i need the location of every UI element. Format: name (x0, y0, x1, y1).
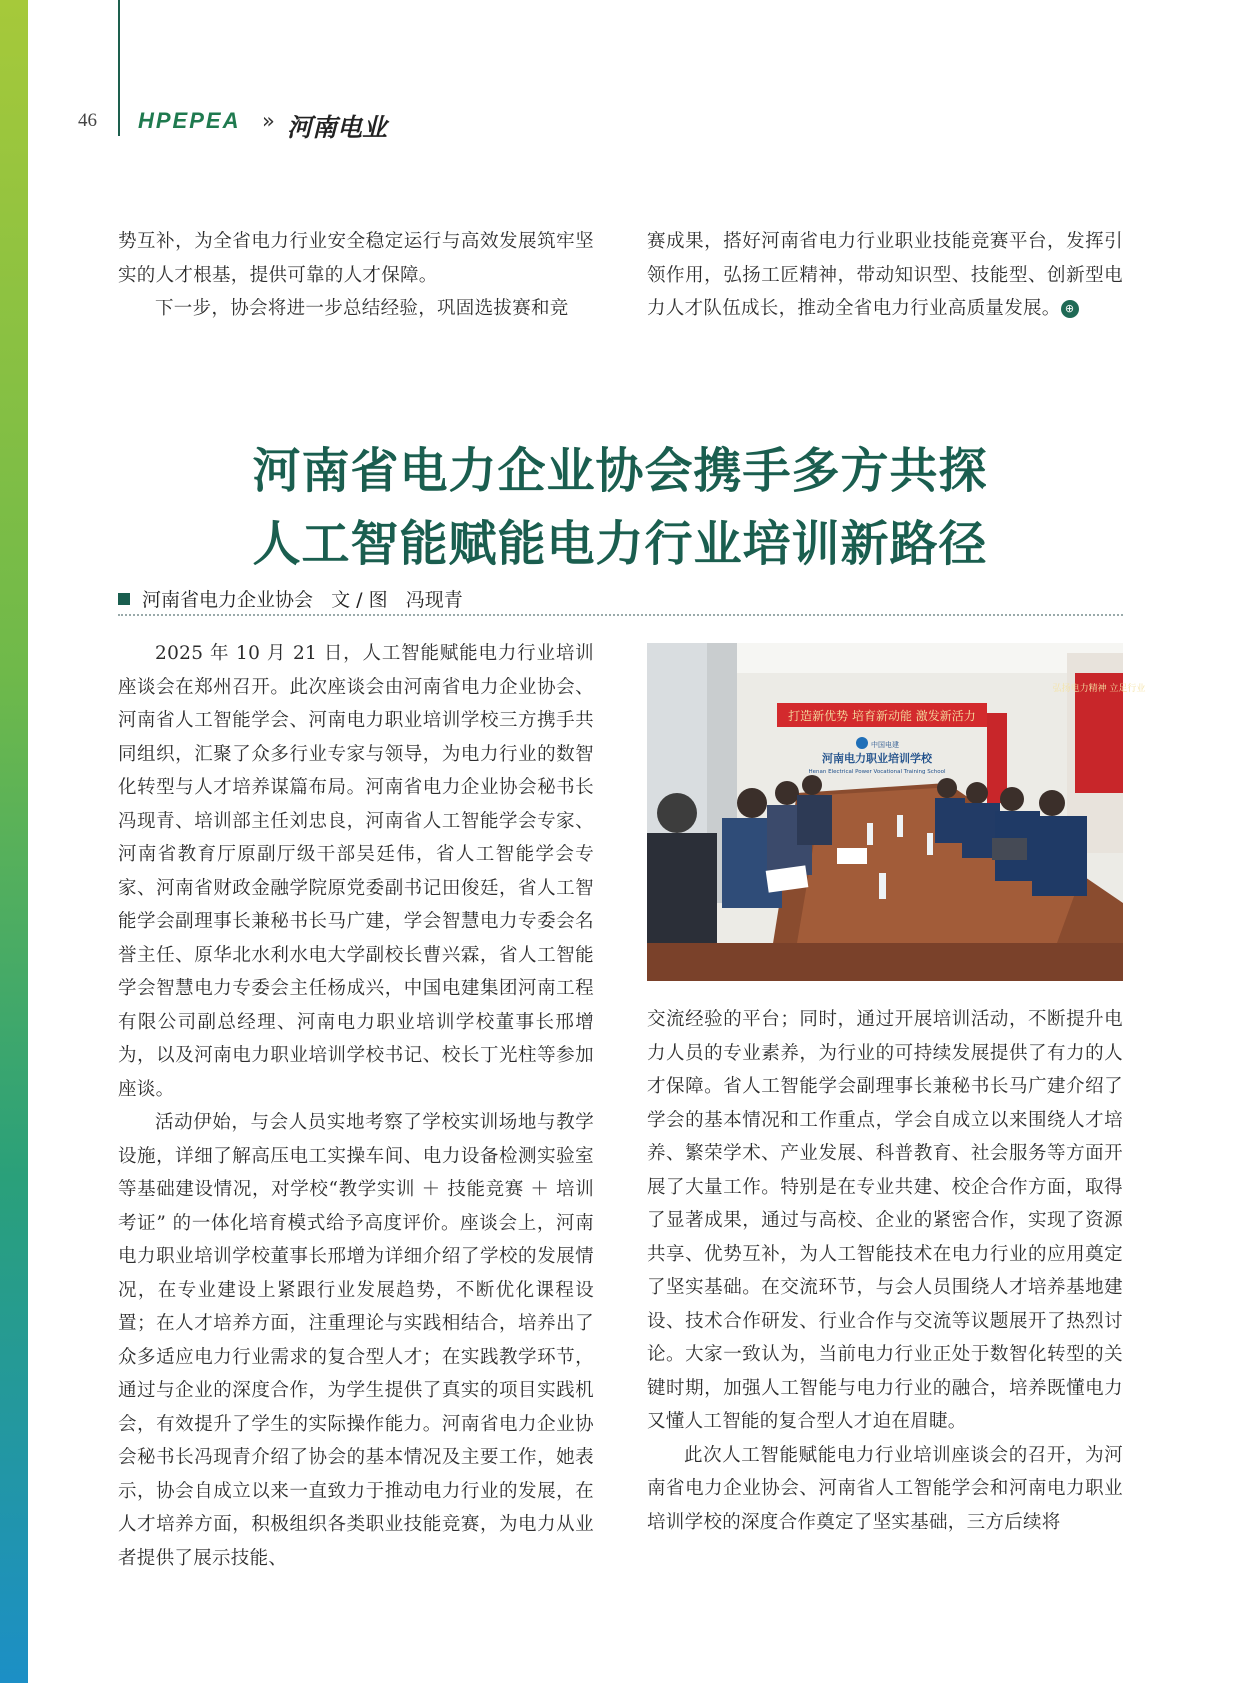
end-mark-icon: ⊕ (1061, 300, 1079, 318)
previous-article-right-column (647, 225, 1123, 326)
paragraph-text: 赛成果，搭好河南省电力行业职业技能竞赛平台，发挥引领作用，弘扬工匠精神，带动知识型、技能型、创新型电力人才队伍成长，推动全省电力行业高质量发展。 (647, 231, 1123, 319)
paragraph: 势互补，为全省电力行业安全稳定运行与高效发展筑牢坚实的人才根基，提供可靠的人才保障。 (118, 231, 594, 286)
byline-text: 河南省电力企业协会 文 / 图 冯现青 (142, 589, 463, 611)
article-title-line-1: 河南省电力企业协会携手多方共探 (252, 443, 988, 499)
header-rule (118, 0, 120, 136)
school-name-cn: 河南电力职业培训学校 (822, 752, 932, 765)
paragraph: 交流经验的平台；同时，通过开展培训活动，不断提升电力人员的专业素养，为行业的可持续发展提供了有力的人才保障。省人工智能学会副理事长兼秘书长马广建介绍了学会的基本情况和工作重点，学会自成立以来围绕人才培养、繁荣学术、产业发展、科普教育、社会服务等方面开展了大量工作。特别是在专业共建、校企合作方面，取得了显著成果，通过与高校、企业的紧密合作，实现了资源共享、优势互补，为人工智能技术在电力行业的应用奠定了坚实基础。在交流环节，与会人员围绕人才培养基地建设、技术合作研发、行业合作与交流等议题展开了热烈讨论。大家一致认为，当前电力行业正处于数智化转型的关键时期，加强人工智能与电力行业的融合，培养既懂电力又懂人工智能的复合型人才迫在眉睫。 (647, 1009, 1123, 1432)
paragraph: 2025 年 10 月 21 日，人工智能赋能电力行业培训座谈会在郑州召开。此次座谈会由河南省电力企业协会、河南省人工智能学会、河南电力职业培训学校三方携手共同组织，汇聚了众多行业专家与领导，为电力行业的数智化转型与人才培养谋篇布局。河南省电力企业协会秘书长冯现青、培训部主任刘忠良，河南省人工智能学会专家、河南省教育厅原副厅级干部吴廷伟，省人工智能学会专家、河南省财政金融学院原党委副书记田俊廷，省人工智能学会副理事长兼秘书长马广建，学会智慧电力专委会名誉主任、原华北水利水电大学副校长曹兴霖，省人工智能学会智慧电力专委会主任杨成兴，中国电建集团河南工程有限公司副总经理、河南电力职业培训学校董事长邢增为，以及河南电力职业培训学校书记、校长丁光柱等参加座谈。 (118, 643, 594, 1100)
color-sidebar (0, 0, 28, 1683)
article-title-line-2: 人工智能赋能电力行业培训新路径 (252, 516, 988, 572)
paragraph: 下一步，协会将进一步总结经验，巩固选拔赛和竞 (155, 298, 569, 319)
square-bullet-icon (118, 593, 130, 605)
previous-article-left-column (118, 225, 594, 326)
brand-logo-latin: HPEPEA (138, 108, 241, 133)
side-banner-text: 弘扬电力精神 立足行业 (1052, 684, 1146, 694)
dotted-divider (118, 614, 1123, 616)
article-left-column (118, 637, 594, 1575)
brand-logo-chinese: 河南电业 (287, 113, 388, 142)
paragraph: 活动伊始，与会人员实地考察了学校实训场地与教学设施，详细了解高压电工实操车间、电力设备检测实验室等基础建设情况，对学校“教学实训 ＋ 技能竞赛 ＋ 培训考证” 的一体化培育模式给予高度评价。座谈会上，河南电力职业培训学校董事长邢增为详细介绍了学校的发展情况，在专业建设上紧跟行业发展趋势，不断优化课程设置；在人才培养方面，注重理论与实践相结合，培养出了众多适应电力行业需求的复合型人才；在实践教学环节，通过与企业的深度合作，为学生提供了真实的项目实践机会，有效提升了学生的实际操作能力。河南省电力企业协会秘书长冯现青介绍了协会的基本情况及主要工作，她表示，协会自成立以来一直致力于推动电力行业的发展，在人才培养方面，积极组织各类职业技能竞赛，为电力从业者提供了展示技能、 (118, 1112, 594, 1569)
paragraph (647, 225, 1123, 326)
meeting-photo (647, 643, 1146, 981)
article-right-column (647, 1003, 1123, 1539)
byline (118, 585, 463, 612)
school-name-en: Henan Electrical Power Vocational Training School (808, 769, 946, 775)
paragraph: 此次人工智能赋能电力行业培训座谈会的召开，为河南省电力企业协会、河南省人工智能学会和河南电力职业培训学校的深度合作奠定了坚实基础，三方后续将 (647, 1444, 1123, 1533)
brand-separator: » (262, 109, 275, 133)
school-logo-text: 中国电建 (871, 741, 899, 749)
page-number: 46 (78, 110, 97, 131)
red-banner-text: 打造新优势 培育新动能 激发新活力 (788, 709, 976, 723)
